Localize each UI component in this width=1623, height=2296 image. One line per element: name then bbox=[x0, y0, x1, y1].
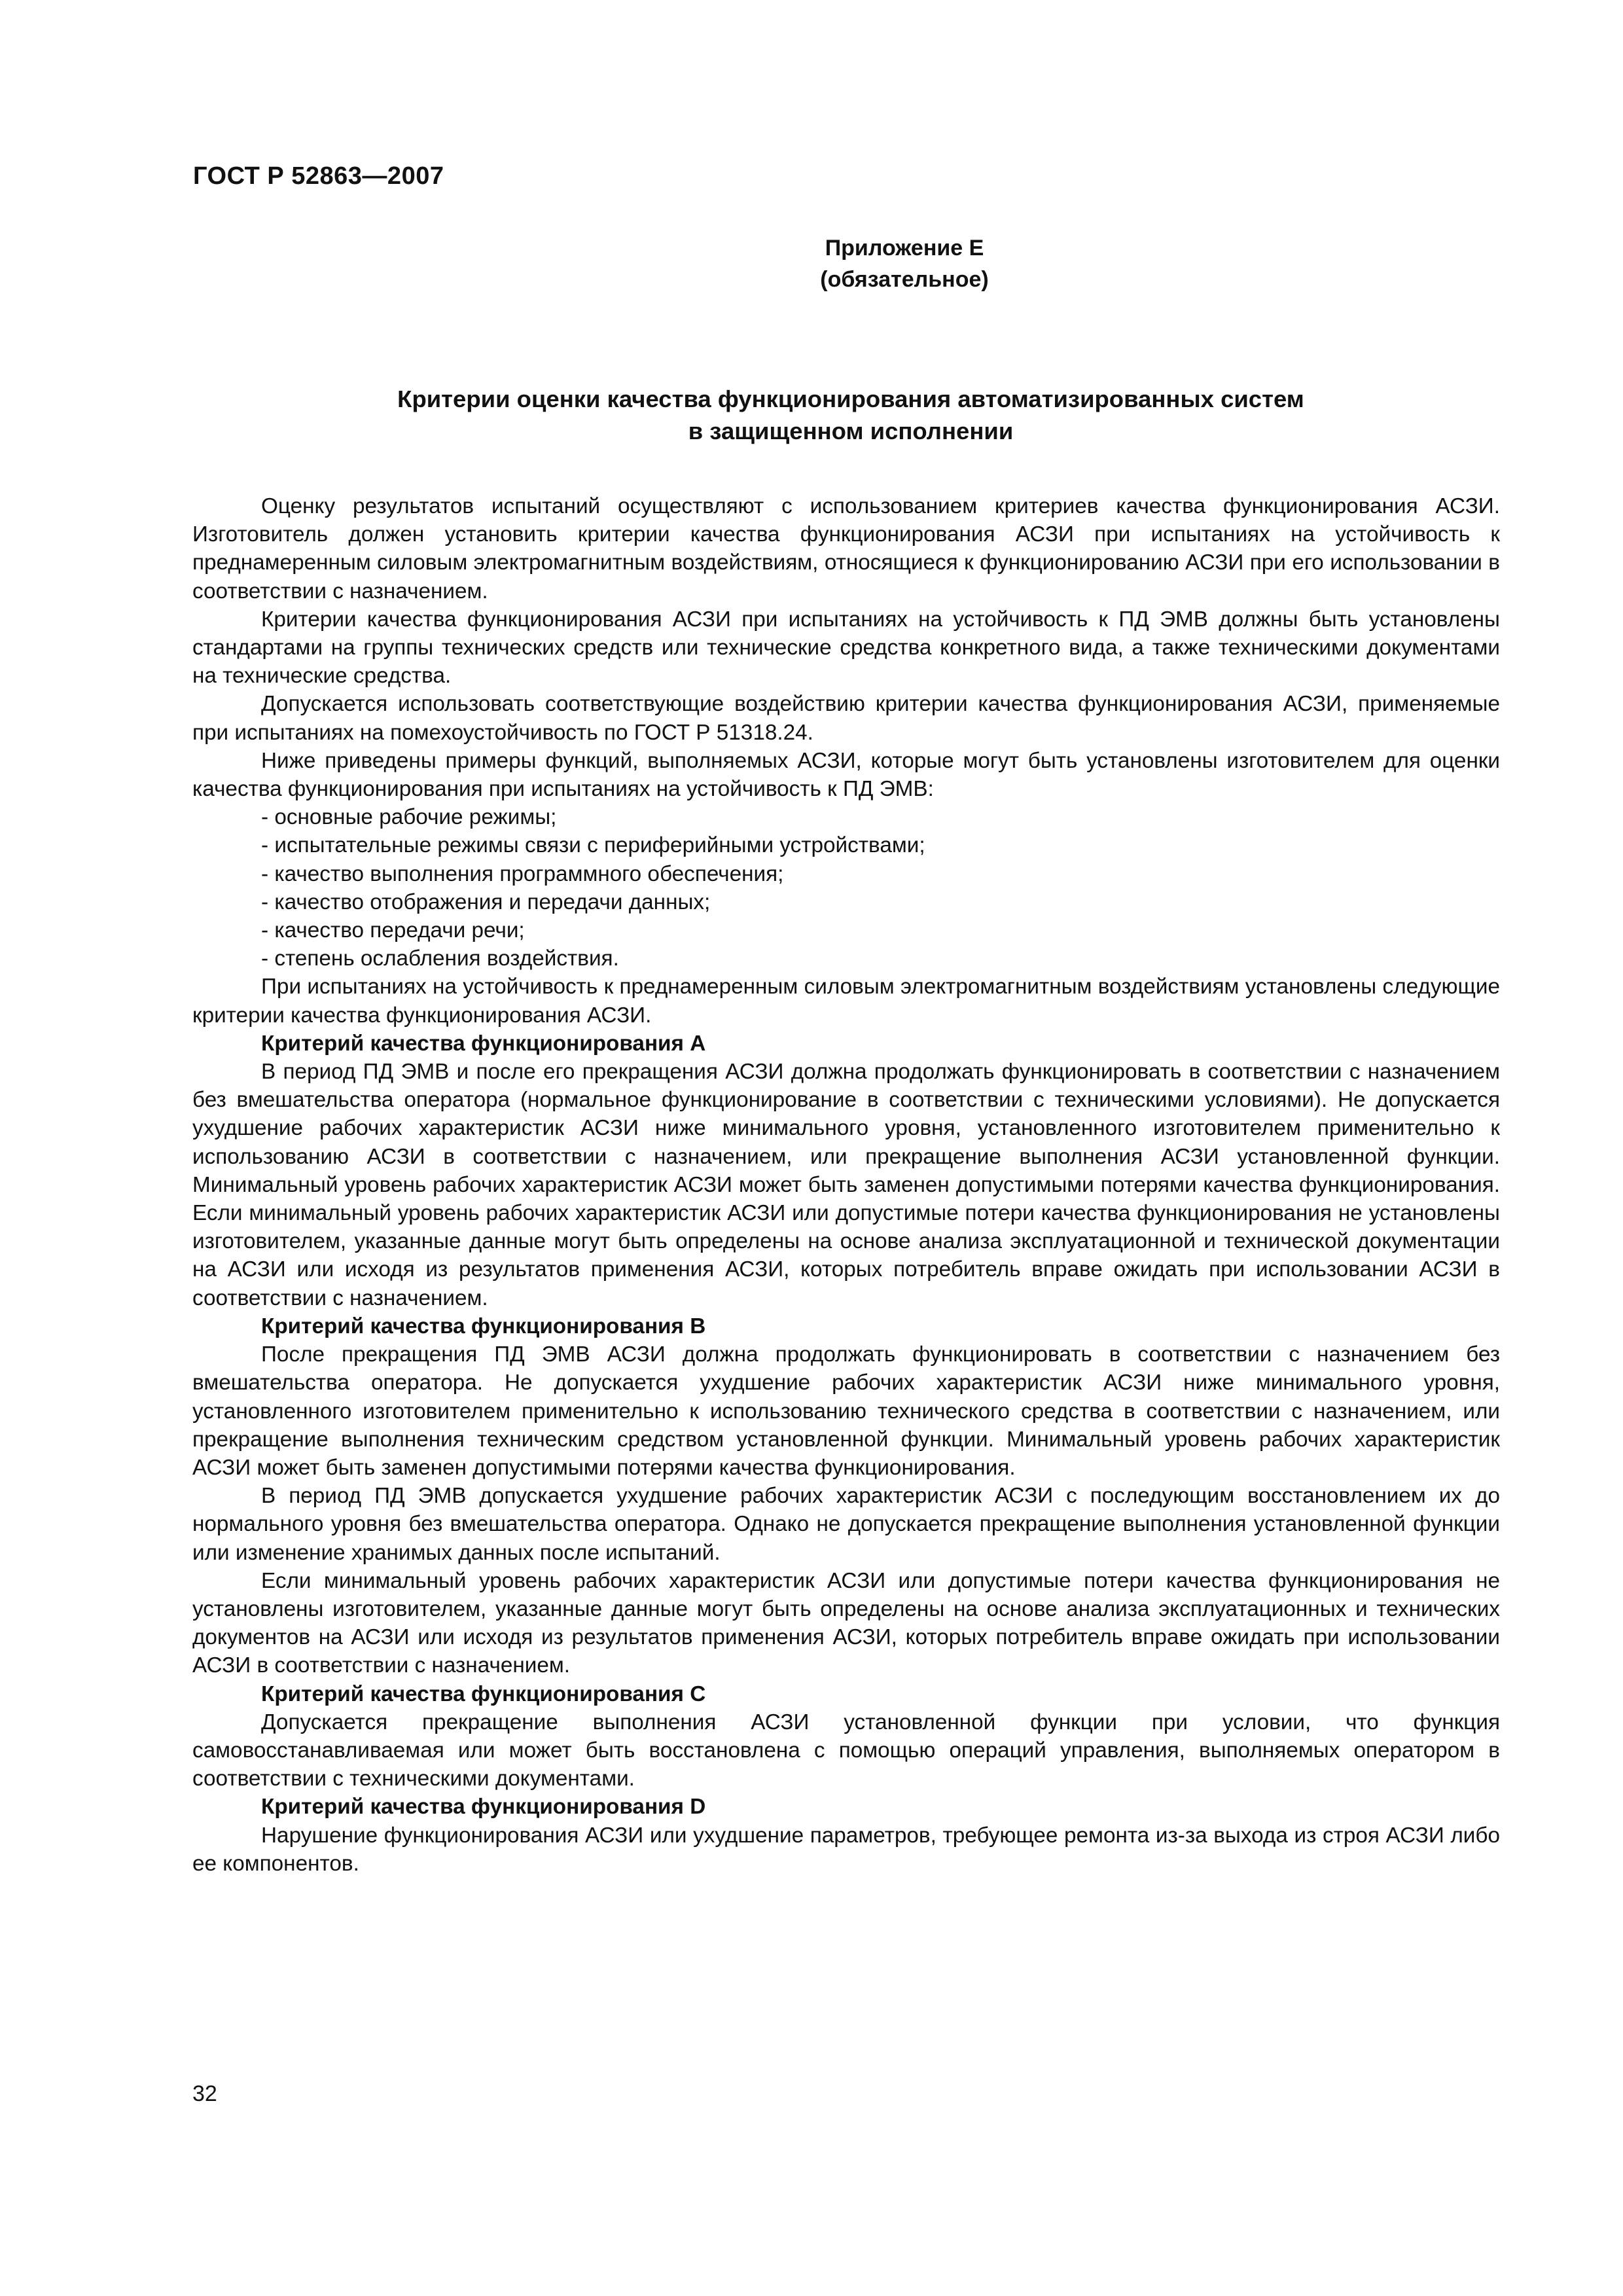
section-title bbox=[262, 383, 1440, 447]
paragraph: Допускается прекращение выполнения АСЗИ установленной функции при условии, что функция самовосстанавливаемая или может быть восстановлена с помощью операций управления, выполняемых оператором в соответствии с техническими документами. bbox=[192, 1710, 1500, 1791]
list-item: - испытательные режимы связи с периферийными устройствами; bbox=[261, 833, 925, 858]
paragraph: При испытаниях на устойчивость к преднамеренным силовым электромагнитным воздействиям установлены следующие критерии качества функционирования АСЗИ. bbox=[192, 975, 1500, 1028]
paragraph: В период ПД ЭМВ допускается ухудшение рабочих характеристик АСЗИ с последующим восстановлением их до нормального уровня без вмешательства оператора. Однако не допускается прекращение выполнения установленной функции или изменение хранимых данных после испытаний. bbox=[192, 1484, 1500, 1565]
section-title-line-2: в защищенном исполнении bbox=[688, 418, 1014, 444]
list-item: - степень ослабления воздействия. bbox=[261, 946, 619, 971]
list-item: - качество передачи речи; bbox=[261, 918, 525, 943]
criterion-a-heading: Критерий качества функционирования А bbox=[261, 1031, 706, 1056]
paragraph: Допускается использовать соответствующие воздействию критерии качества функционирования АСЗИ, применяемые при испытаниях на помехоустойчивость по ГОСТ Р 51318.24. bbox=[192, 692, 1500, 745]
paragraph: Если минимальный уровень рабочих характеристик АСЗИ или допустимые потери качества функционирования не установлены изготовителем, указанные данные могут быть определены на основе анализа эксплуатационных и технических документов на АСЗИ или исходя из результатов применения АСЗИ, которых потребитель вправе ожидать при использовании АСЗИ в соответствии с назначением. bbox=[192, 1568, 1500, 1678]
paragraph: В период ПД ЭМВ и после его прекращения АСЗИ должна продолжать функционировать в соответствии с назначением без вмешательства оператора (нормальное функционирование в соответствии с техническими условиями). Не допускается ухудшение рабочих характеристик АСЗИ ниже минимального уровня, установленного изготовителем применительно к использованию АСЗИ в соответствии с назначением, или прекращение выполнения АСЗИ установленной функции. Минимальный уровень рабочих характеристик АСЗИ может быть заменен допустимыми потерями качества функционирования. Если минимальный уровень рабочих характеристик АСЗИ или допустимые потери качества функционирования не установлены изготовителем, указанные данные могут быть определены на основе анализа эксплуатационной и технической документации на АСЗИ или исходя из результатов применения АСЗИ, которых потребитель вправе ожидать при использовании АСЗИ в соответствии с назначением. bbox=[192, 1060, 1500, 1310]
section-title-line-1: Критерии оценки качества функционирования автоматизированных систем bbox=[397, 386, 1304, 412]
appendix-status: (обязательное) bbox=[820, 267, 989, 292]
appendix-header bbox=[0, 232, 1623, 295]
paragraph: Критерии качества функционирования АСЗИ при испытаниях на устойчивость к ПД ЭМВ должны быть установлены стандартами на группы технических средств или технические средства конкретного вида, а также техническими документами на технические средства. bbox=[192, 607, 1500, 689]
document-body bbox=[192, 492, 1500, 1878]
paragraph: Ниже приведены примеры функций, выполняемых АСЗИ, которые могут быть установлены изготовителем для оценки качества функционирования при испытаниях на устойчивость к ПД ЭМВ: bbox=[192, 748, 1500, 802]
criterion-b-heading: Критерий качества функционирования В bbox=[261, 1314, 706, 1338]
page-number: 32 bbox=[192, 2081, 217, 2106]
appendix-label: Приложение Е bbox=[825, 236, 984, 260]
list-item: - качество отображения и передачи данных; bbox=[261, 889, 711, 914]
criterion-d-heading: Критерий качества функционирования D bbox=[261, 1795, 706, 1820]
criterion-c-heading: Критерий качества функционирования С bbox=[261, 1681, 706, 1706]
document-identifier: ГОСТ Р 52863—2007 bbox=[193, 162, 444, 190]
paragraph: После прекращения ПД ЭМВ АСЗИ должна продолжать функционировать в соответствии с назначением без вмешательства оператора. Не допускается ухудшение рабочих характеристик АСЗИ ниже минимального уровня, установленного изготовителем применительно к использованию технического средства в соответствии с назначением, или прекращение выполнения техническим средством установленной функции. Минимальный уровень рабочих характеристик АСЗИ может быть заменен допустимыми потерями качества функционирования. bbox=[192, 1342, 1500, 1480]
list-item: - качество выполнения программного обеспечения; bbox=[261, 861, 784, 886]
paragraph: Нарушение функционирования АСЗИ или ухудшение параметров, требующее ремонта из-за выхода из строя АСЗИ либо ее компонентов. bbox=[192, 1823, 1500, 1876]
paragraph: Оценку результатов испытаний осуществляют с использованием критериев качества функционирования АСЗИ. Изготовитель должен установить критерии качества функционирования АСЗИ при испытаниях на устойчивость к преднамеренным силовым электромагнитным воздействиям, относящиеся к функционированию АСЗИ при его использовании в соответствии с назначением. bbox=[192, 494, 1500, 603]
list-item: - основные рабочие режимы; bbox=[261, 805, 557, 830]
